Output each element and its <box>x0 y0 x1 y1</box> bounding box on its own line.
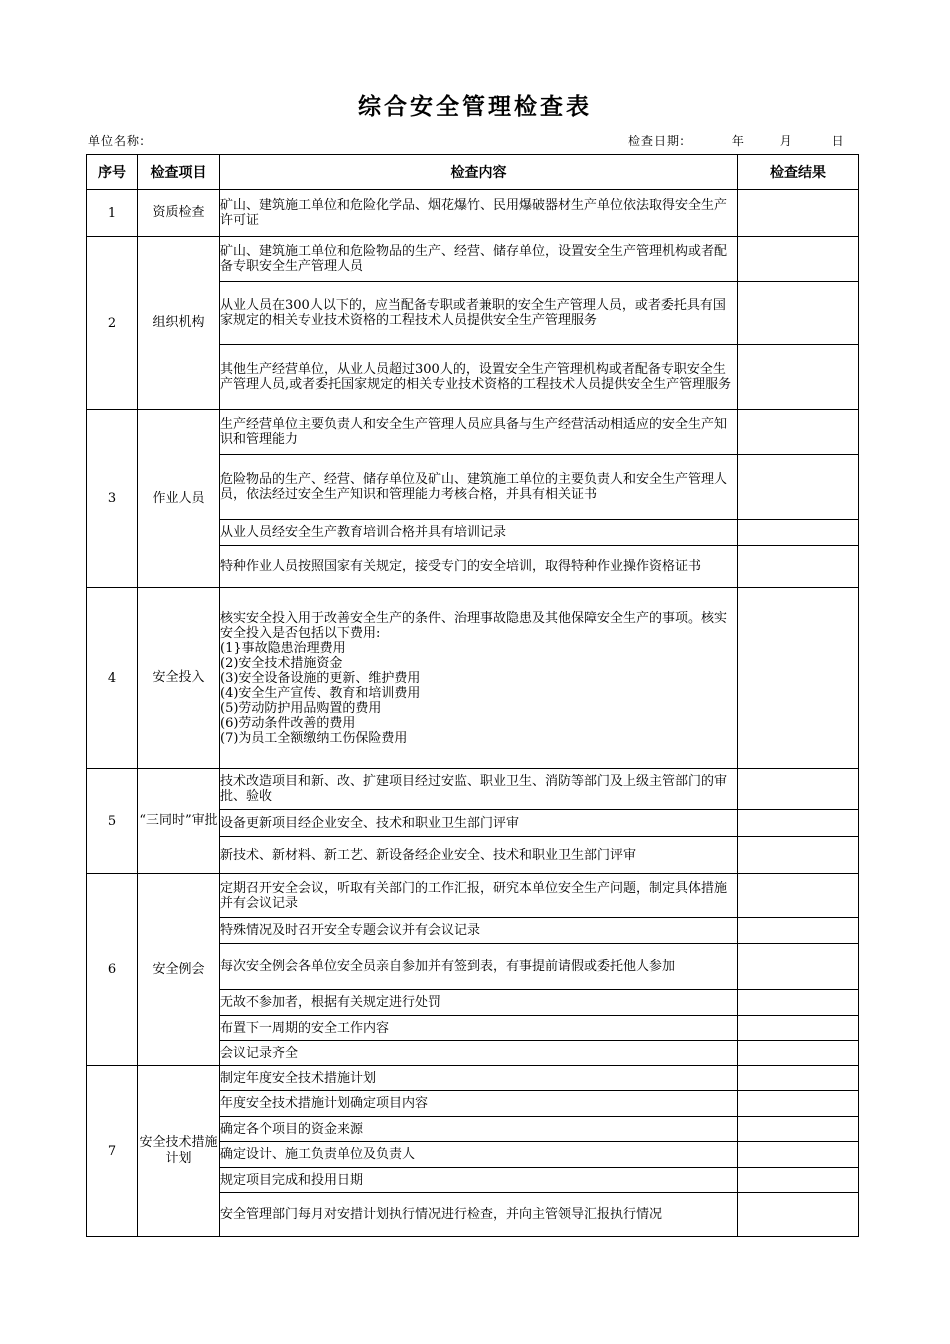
check-result-cell[interactable] <box>738 282 859 345</box>
table-row <box>87 190 859 237</box>
check-result-cell[interactable] <box>738 810 859 837</box>
check-result-cell[interactable] <box>738 190 859 237</box>
check-result-cell[interactable] <box>738 588 859 769</box>
check-result-cell[interactable] <box>738 410 859 455</box>
check-item: 资质检查 <box>138 190 220 237</box>
check-item: 安全例会 <box>138 874 220 1066</box>
unit-name-label: 单位名称: <box>88 134 146 148</box>
day-label: 日 <box>831 134 845 148</box>
check-content: 每次安全例会各单位安全员亲自参加并有签到表，有事提前请假或委托他人参加 <box>220 944 738 990</box>
check-result-cell[interactable] <box>738 918 859 944</box>
check-result-cell[interactable] <box>738 837 859 874</box>
check-content: 会议记录齐全 <box>220 1041 738 1066</box>
check-content: 确定各个项目的资金来源 <box>220 1117 738 1142</box>
check-content: 年度安全技术措施计划确定项目内容 <box>220 1091 738 1117</box>
check-content: 确定设计、施工负责单位及负责人 <box>220 1142 738 1168</box>
check-content: 新技术、新材料、新工艺、新设备经企业安全、技术和职业卫生部门评审 <box>220 837 738 874</box>
check-content: 制定年度安全技术措施计划 <box>220 1066 738 1091</box>
check-result-cell[interactable] <box>738 944 859 990</box>
row-number: 4 <box>87 588 138 769</box>
check-result-cell[interactable] <box>738 546 859 588</box>
check-content: 危险物品的生产、经营、储存单位及矿山、建筑施工单位的主要负责人和安全生产管理人员，依法经过安全生产知识和管理能力考核合格，并具有相关证书 <box>220 455 738 520</box>
check-item: 组织机构 <box>138 237 220 410</box>
check-content: 特种作业人员按照国家有关规定，接受专门的安全培训，取得特种作业操作资格证书 <box>220 546 738 588</box>
check-content: 设备更新项目经企业安全、技术和职业卫生部门评审 <box>220 810 738 837</box>
check-result-cell[interactable] <box>738 345 859 410</box>
row-number: 6 <box>87 874 138 1066</box>
header-result: 检查结果 <box>738 155 859 190</box>
check-content: 定期召开安全会议，听取有关部门的工作汇报，研究本单位安全生产问题，制定具体措施并有会议记录 <box>220 874 738 918</box>
check-result-cell[interactable] <box>738 1193 859 1237</box>
table-header-row <box>87 155 859 190</box>
check-result-cell[interactable] <box>738 1117 859 1142</box>
table-body <box>87 190 859 1237</box>
check-content: 其他生产经营单位，从业人员超过300人的，设置安全生产管理机构或者配备专职安全生产管理人员,或者委托国家规定的相关专业技术资格的工程技术人员提供安全生产管理服务 <box>220 345 738 410</box>
row-number: 5 <box>87 769 138 874</box>
check-result-cell[interactable] <box>738 1066 859 1091</box>
check-result-cell[interactable] <box>738 237 859 282</box>
check-content: 特殊情况及时召开安全专题会议并有会议记录 <box>220 918 738 944</box>
check-content: 矿山、建筑施工单位和危险化学品、烟花爆竹、民用爆破器材生产单位依法取得安全生产许可证 <box>220 190 738 237</box>
row-number: 3 <box>87 410 138 588</box>
table-row <box>87 588 859 769</box>
check-result-cell[interactable] <box>738 1041 859 1066</box>
header-content: 检查内容 <box>220 155 738 190</box>
inspection-date <box>628 132 850 149</box>
month-label: 月 <box>779 134 793 148</box>
document-title: 综合安全管理检查表 <box>358 93 592 120</box>
check-item: “三同时”审批 <box>138 769 220 874</box>
row-number: 7 <box>87 1066 138 1237</box>
table-row <box>87 874 859 918</box>
check-result-cell[interactable] <box>738 874 859 918</box>
row-number: 1 <box>87 190 138 237</box>
check-result-cell[interactable] <box>738 1016 859 1041</box>
check-item: 安全技术措施计划 <box>138 1066 220 1237</box>
check-content: 布置下一周期的安全工作内容 <box>220 1016 738 1041</box>
table-row <box>87 237 859 282</box>
check-content: 核实安全投入用于改善安全生产的条件、治理事故隐患及其他保障安全生产的事项。核实安全投入是否包括以下费用: (1}事故隐患治理费用 (2)安全技术措施资金 (3)安全设备设施的更新、维护费用 (4)安全生产宣传、教育和培训费用 (5)劳动防护用品购置的费用 (6)劳动条件改善的费用 (7)为员工全额缴纳工伤保险费用 <box>220 588 738 769</box>
check-item: 安全投入 <box>138 588 220 769</box>
check-content: 从业人员在300人以下的，应当配备专职或者兼职的安全生产管理人员，或者委托具有国家规定的相关专业技术资格的工程技术人员提供安全生产管理服务 <box>220 282 738 345</box>
table-row <box>87 410 859 455</box>
year-label: 年 <box>731 134 745 148</box>
header-item: 检查项目 <box>138 155 220 190</box>
check-content: 从业人员经安全生产教育培训合格并具有培训记录 <box>220 520 738 546</box>
check-result-cell[interactable] <box>738 455 859 520</box>
header-no: 序号 <box>87 155 138 190</box>
table-row <box>87 769 859 810</box>
row-number: 2 <box>87 237 138 410</box>
inspection-table <box>86 154 859 1237</box>
check-content: 技术改造项目和新、改、扩建项目经过安监、职业卫生、消防等部门及上级主管部门的审批、验收 <box>220 769 738 810</box>
table-row <box>87 1066 859 1091</box>
check-content: 矿山、建筑施工单位和危险物品的生产、经营、储存单位，设置安全生产管理机构或者配备专职安全生产管理人员 <box>220 237 738 282</box>
inspection-date-label: 检查日期: <box>628 134 686 148</box>
check-result-cell[interactable] <box>738 1142 859 1168</box>
check-result-cell[interactable] <box>738 520 859 546</box>
check-result-cell[interactable] <box>738 769 859 810</box>
check-item: 作业人员 <box>138 410 220 588</box>
check-result-cell[interactable] <box>738 990 859 1016</box>
check-content: 规定项目完成和投用日期 <box>220 1168 738 1193</box>
check-result-cell[interactable] <box>738 1091 859 1117</box>
check-result-cell[interactable] <box>738 1168 859 1193</box>
check-content: 无故不参加者，根据有关规定进行处罚 <box>220 990 738 1016</box>
check-content: 生产经营单位主要负责人和安全生产管理人员应具备与生产经营活动相适应的安全生产知识和管理能力 <box>220 410 738 455</box>
check-content: 安全管理部门每月对安措计划执行情况进行检查，并向主管领导汇报执行情况 <box>220 1193 738 1237</box>
